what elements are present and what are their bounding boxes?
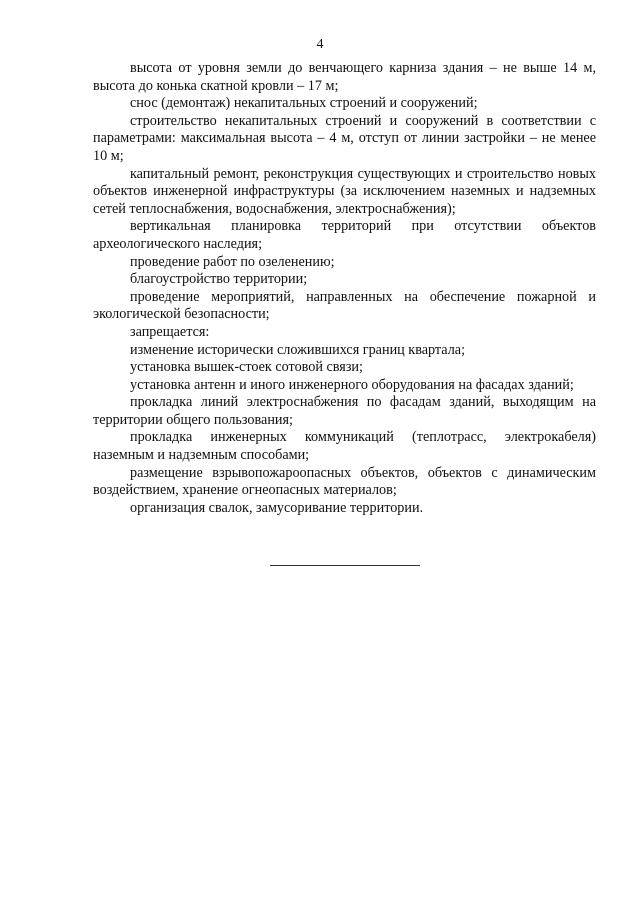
- paragraph: размещение взрывопожароопасных объектов, объектов с динамическим воздействием, хранение огнеопасных материалов;: [93, 464, 596, 499]
- document-body: [93, 60, 596, 517]
- paragraph: прокладка инженерных коммуникаций (теплотрасс, электрокабеля) наземным и надземным способами;: [93, 429, 596, 464]
- paragraph: проведение мероприятий, направленных на обеспечение пожарной и экологической безопасности;: [93, 288, 596, 323]
- paragraph: установка вышек-стоек сотовой связи;: [130, 359, 363, 376]
- paragraph: капитальный ремонт, реконструкция существующих и строительство новых объектов инженерной инфраструктуры (за исключением наземных и надземных сетей теплоснабжения, водоснабжения, электроснабжения);: [93, 165, 596, 217]
- paragraph: изменение исторически сложившихся границ квартала;: [130, 341, 466, 358]
- paragraph: запрещается:: [130, 323, 210, 340]
- paragraph: прокладка линий электроснабжения по фасадам зданий, выходящим на территории общего пользования;: [93, 394, 596, 428]
- paragraph: организация свалок, замусоривание территории.: [130, 499, 424, 516]
- paragraph: благоустройство территории;: [130, 271, 308, 288]
- paragraph: снос (демонтаж) некапитальных строений и сооружений;: [130, 95, 478, 112]
- page-number: 4: [316, 37, 324, 52]
- paragraph: высота от уровня земли до венчающего карниза здания – не выше 14 м, высота до конька скатной кровли – 17 м;: [93, 60, 596, 94]
- paragraph: установка антенн и иного инженерного оборудования на фасадах зданий;: [130, 376, 574, 393]
- paragraph: вертикальная планировка территорий при отсутствии объектов археологического наследия;: [93, 218, 596, 252]
- paragraph: строительство некапитальных строений и сооружений в соответствии с параметрами: максимальная высота – 4 м, отступ от линии застройки – не менее 10 м;: [93, 112, 596, 164]
- paragraph: проведение работ по озеленению;: [130, 253, 335, 270]
- end-divider-line: [270, 565, 420, 566]
